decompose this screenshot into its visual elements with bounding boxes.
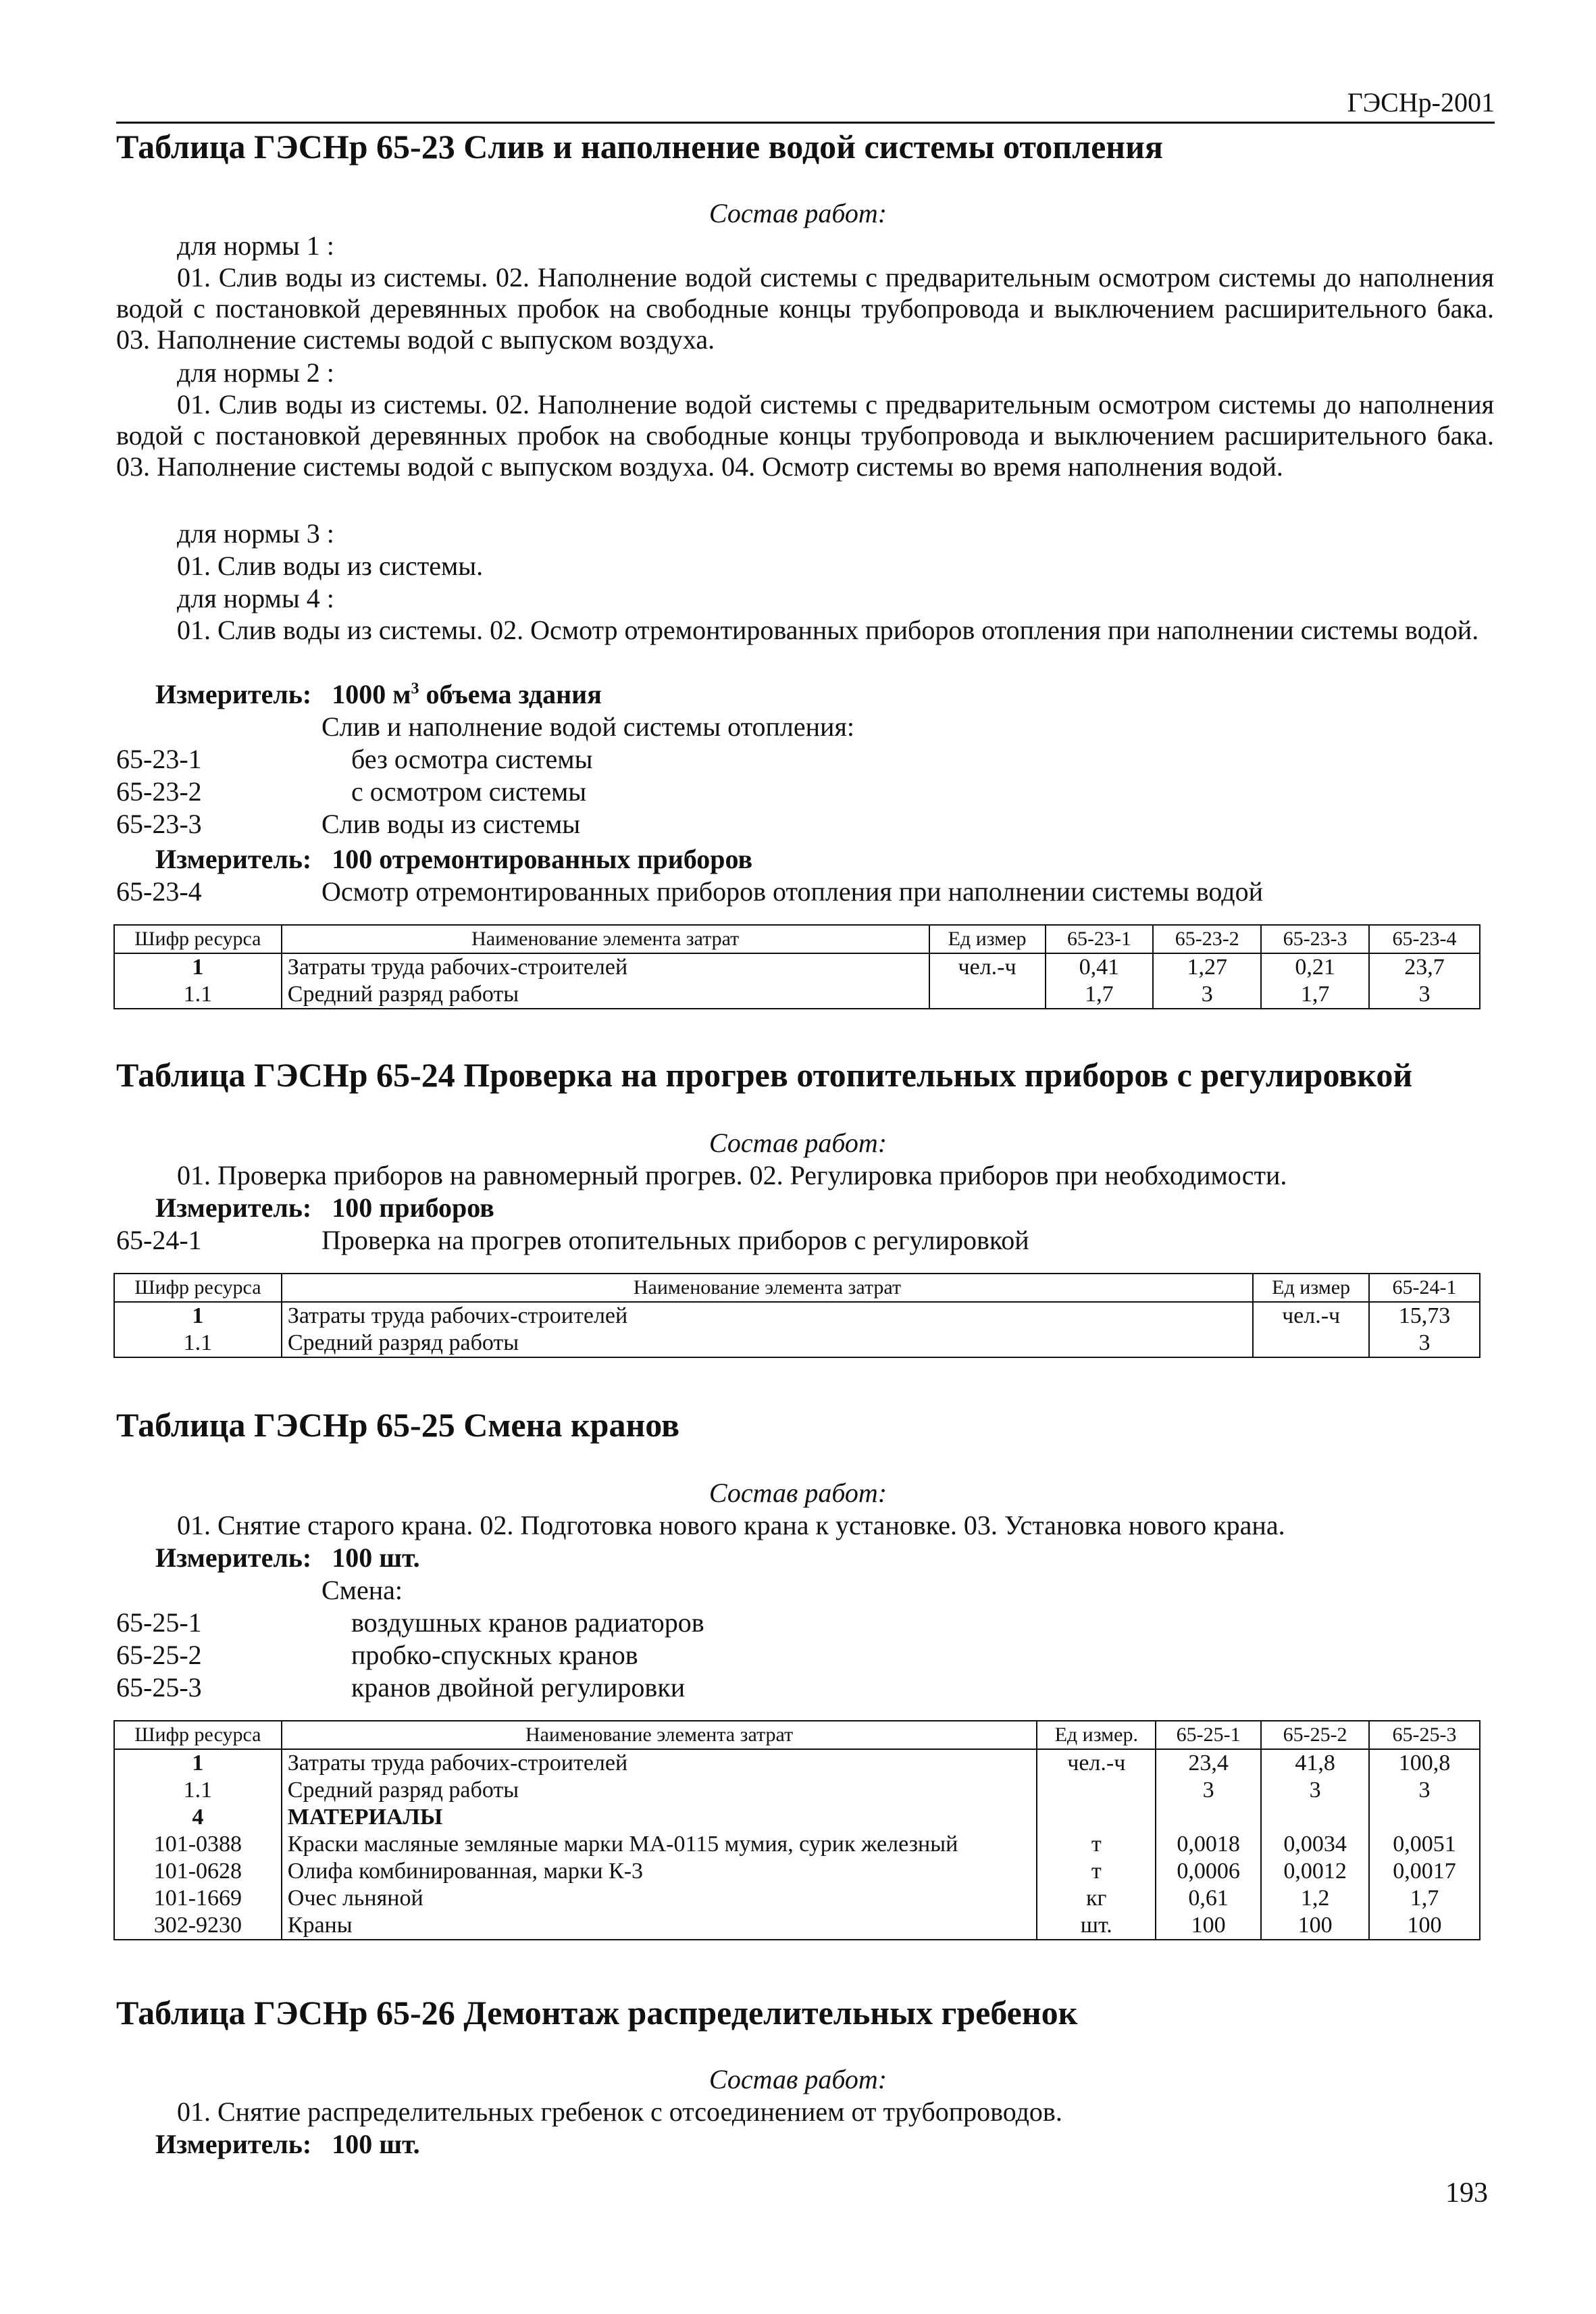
page-number: 193 — [1445, 2178, 1488, 2209]
norm-code: 65-23-2 — [116, 776, 202, 807]
table-cell: Средний разряд работы — [282, 981, 929, 1009]
norm-name: Проверка на прогрев отопительных приборов с регулировкой — [321, 1225, 1029, 1255]
table-row — [114, 1330, 1480, 1357]
col-header: Наименование элемента затрат — [282, 1721, 1037, 1749]
table-cell: 0,0034 — [1261, 1831, 1369, 1858]
table-cell: 3 — [1369, 981, 1480, 1009]
table-row — [114, 1912, 1480, 1940]
col-header: Наименование элемента затрат — [282, 925, 929, 953]
table-row — [114, 1749, 1480, 1777]
table-cell: 0,41 — [1046, 953, 1154, 981]
table-cell — [929, 981, 1046, 1009]
table-cell — [1037, 1777, 1156, 1804]
document-code: ГЭСНр-2001 — [1347, 87, 1495, 118]
norm-code: 65-23-1 — [116, 744, 202, 774]
table-cell: Краны — [282, 1912, 1037, 1940]
norm-name: кранов двойной регулировки — [351, 1672, 686, 1703]
table-cell: 1,27 — [1153, 953, 1261, 981]
work-composition-text: 01. Проверка приборов на равномерный прогрев. 02. Регулировка приборов при необходимости. — [177, 1160, 1287, 1190]
table-cell: 1.1 — [114, 1777, 282, 1804]
measure-superscript: 3 — [411, 680, 419, 698]
col-header: 65-23-4 — [1369, 925, 1480, 953]
col-header: 65-23-1 — [1046, 925, 1154, 953]
table-cell: 101-0388 — [114, 1831, 282, 1858]
table-row — [114, 1885, 1480, 1912]
table-cell: Средний разряд работы — [282, 1777, 1037, 1804]
norm-4-label: для нормы 4 : — [177, 583, 334, 613]
table-cell: 1.1 — [114, 1330, 282, 1357]
norm-1-label: для нормы 1 : — [177, 230, 334, 261]
table-cell: 0,0017 — [1369, 1858, 1480, 1885]
table-cell — [1037, 1804, 1156, 1831]
table-cell: Затраты труда рабочих-строителей — [282, 1749, 1037, 1777]
section-title-65-25: Таблица ГЭСНр 65-25 Смена кранов — [116, 1406, 680, 1444]
table-cell: 0,0051 — [1369, 1831, 1480, 1858]
table-row — [114, 1831, 1480, 1858]
table-cell: Затраты труда рабочих-строителей — [282, 1302, 1253, 1330]
col-header: Шифр ресурса — [114, 925, 282, 953]
table-cell: 3 — [1261, 1777, 1369, 1804]
table-cell: чел.-ч — [1253, 1302, 1369, 1330]
norm-3-text: 01. Слив воды из системы. — [177, 551, 484, 581]
table-cell: 1,7 — [1046, 981, 1154, 1009]
col-header: 65-25-1 — [1156, 1721, 1261, 1749]
norm-name: воздушных кранов радиаторов — [351, 1607, 704, 1638]
norm-code: 65-25-3 — [116, 1672, 202, 1703]
norm-4-text: 01. Слив воды из системы. 02. Осмотр отремонтированных приборов отопления при наполнении системы водой. — [177, 615, 1479, 645]
measure-label-text: Измеритель: — [155, 1192, 312, 1223]
resource-table-65-25 — [113, 1720, 1481, 1940]
col-header: 65-25-2 — [1261, 1721, 1369, 1749]
table-cell: 15,73 — [1369, 1302, 1480, 1330]
measure-value: 100 отремонтированных приборов — [332, 844, 753, 874]
table-cell: Олифа комбинированная, марки К-3 — [282, 1858, 1037, 1885]
table-cell: 3 — [1156, 1777, 1261, 1804]
work-composition-label: Состав работ: — [709, 1128, 887, 1158]
table-cell: т — [1037, 1858, 1156, 1885]
measure-value: 1000 м — [332, 679, 411, 709]
measure-value-rest: объема здания — [419, 679, 602, 709]
table-cell: 0,0006 — [1156, 1858, 1261, 1885]
table-cell: 302-9230 — [114, 1912, 282, 1940]
table-cell: 1 — [114, 1749, 282, 1777]
norm-code: 65-23-4 — [116, 876, 202, 907]
section-title-65-23: Таблица ГЭСНр 65-23 Слив и наполнение водой системы отопления — [116, 128, 1163, 166]
section-title-65-26: Таблица ГЭСНр 65-26 Демонтаж распределительных гребенок — [116, 1994, 1078, 2032]
table-cell: Средний разряд работы — [282, 1330, 1253, 1357]
col-header: Ед измер. — [1037, 1721, 1156, 1749]
table-cell: т — [1037, 1831, 1156, 1858]
table-cell: 3 — [1369, 1777, 1480, 1804]
measure-value: 100 шт. — [332, 2129, 420, 2159]
norm-2-text: 01. Слив воды из системы. 02. Наполнение водой системы с предварительным осмотром системы до наполнения водой с постановкой деревянных пробок на свободные концы трубопровода и выключением расширительного бака. 03. Наполнение системы водой с выпуском воздуха. 04. Осмотр системы во время наполнения водой. — [116, 389, 1494, 482]
table-cell: чел.-ч — [1037, 1749, 1156, 1777]
table-cell: Очес льняной — [282, 1885, 1037, 1912]
table-cell: 1 — [114, 1302, 282, 1330]
section-title-65-24: Таблица ГЭСНр 65-24 Проверка на прогрев отопительных приборов с регулировкой — [116, 1056, 1413, 1094]
measure-label-text: Измеритель: — [155, 2129, 312, 2159]
table-row — [114, 1858, 1480, 1885]
norm-name: Осмотр отремонтированных приборов отопления при наполнении системы водой — [321, 876, 1264, 907]
resource-table-65-23 — [113, 924, 1481, 1009]
group-heading: Смена: — [321, 1575, 403, 1605]
header-rule — [116, 122, 1495, 124]
table-cell: 100 — [1261, 1912, 1369, 1940]
norm-code: 65-23-3 — [116, 809, 202, 839]
table-cell: 3 — [1369, 1330, 1480, 1357]
col-header: Шифр ресурса — [114, 1721, 282, 1749]
norm-name: Слив воды из системы — [321, 809, 581, 839]
table-cell: чел.-ч — [929, 953, 1046, 981]
table-header-row — [114, 1721, 1480, 1749]
table-cell: 1,7 — [1369, 1885, 1480, 1912]
norm-2-label: для нормы 2 : — [177, 357, 334, 388]
col-header: 65-25-3 — [1369, 1721, 1480, 1749]
resource-table-65-24 — [113, 1273, 1481, 1358]
table-header-row — [114, 1274, 1480, 1302]
table-cell: 101-1669 — [114, 1885, 282, 1912]
table-row — [114, 953, 1480, 981]
norm-name: без осмотра системы — [351, 744, 593, 774]
col-header: Шифр ресурса — [114, 1274, 282, 1302]
table-cell: 23,7 — [1369, 953, 1480, 981]
col-header: 65-24-1 — [1369, 1274, 1480, 1302]
measure-label — [155, 1192, 494, 1224]
table-cell: 100,8 — [1369, 1749, 1480, 1777]
norm-code: 65-25-2 — [116, 1640, 202, 1670]
table-row — [114, 1777, 1480, 1804]
norm-1-text: 01. Слив воды из системы. 02. Наполнение водой системы с предварительным осмотром системы до наполнения водой с постановкой деревянных пробок на свободные концы трубопровода и выключением расширительного бака. 03. Наполнение системы водой с выпуском воздуха. — [116, 262, 1494, 355]
norm-3-label: для нормы 3 : — [177, 518, 334, 549]
col-header: Ед измер — [929, 925, 1046, 953]
measure-label — [155, 678, 602, 710]
table-cell: Краски масляные земляные марки МА-0115 мумия, сурик железный — [282, 1831, 1037, 1858]
table-cell — [1369, 1804, 1480, 1831]
measure-label — [155, 1542, 420, 1574]
table-cell: 1,7 — [1261, 981, 1369, 1009]
measure-label-text: Измеритель: — [155, 679, 312, 709]
norm-name: с осмотром системы — [351, 776, 587, 807]
work-composition-text: 01. Снятие старого крана. 02. Подготовка нового крана к установке. 03. Установка нового крана. — [177, 1510, 1285, 1540]
table-cell: 1,2 — [1261, 1885, 1369, 1912]
work-composition-label: Состав работ: — [709, 1478, 887, 1508]
group-heading: Слив и наполнение водой системы отопления: — [321, 711, 854, 742]
work-composition-label: Состав работ: — [709, 2064, 887, 2094]
col-header: 65-23-3 — [1261, 925, 1369, 953]
table-cell: 1 — [114, 953, 282, 981]
table-row — [114, 1302, 1480, 1330]
measure-label — [155, 843, 752, 875]
table-cell: 0,61 — [1156, 1885, 1261, 1912]
table-cell: 41,8 — [1261, 1749, 1369, 1777]
table-cell: МАТЕРИАЛЫ — [282, 1804, 1037, 1831]
measure-value: 100 приборов — [332, 1192, 494, 1223]
measure-label — [155, 2128, 420, 2160]
table-cell: 0,21 — [1261, 953, 1369, 981]
table-cell — [1253, 1330, 1369, 1357]
table-header-row — [114, 925, 1480, 953]
table-cell: 100 — [1369, 1912, 1480, 1940]
table-cell: 100 — [1156, 1912, 1261, 1940]
col-header: Ед измер — [1253, 1274, 1369, 1302]
table-cell: 1.1 — [114, 981, 282, 1009]
measure-label-text: Измеритель: — [155, 844, 312, 874]
table-cell: 101-0628 — [114, 1858, 282, 1885]
table-cell — [1156, 1804, 1261, 1831]
norm-name: пробко-спускных кранов — [351, 1640, 638, 1670]
measure-label-text: Измеритель: — [155, 1542, 312, 1573]
col-header: Наименование элемента затрат — [282, 1274, 1253, 1302]
table-cell — [1261, 1804, 1369, 1831]
table-cell: шт. — [1037, 1912, 1156, 1940]
table-cell: 0,0012 — [1261, 1858, 1369, 1885]
table-cell: 0,0018 — [1156, 1831, 1261, 1858]
table-cell: кг — [1037, 1885, 1156, 1912]
measure-value: 100 шт. — [332, 1542, 420, 1573]
work-composition-label: Состав работ: — [709, 198, 887, 228]
table-cell: 4 — [114, 1804, 282, 1831]
table-row — [114, 1804, 1480, 1831]
col-header: 65-23-2 — [1153, 925, 1261, 953]
table-row — [114, 981, 1480, 1009]
norm-code: 65-25-1 — [116, 1607, 202, 1638]
table-cell: 23,4 — [1156, 1749, 1261, 1777]
work-composition-text: 01. Снятие распределительных гребенок с отсоединением от трубопроводов. — [177, 2096, 1062, 2127]
norm-code: 65-24-1 — [116, 1225, 202, 1255]
table-cell: 3 — [1153, 981, 1261, 1009]
table-cell: Затраты труда рабочих-строителей — [282, 953, 929, 981]
